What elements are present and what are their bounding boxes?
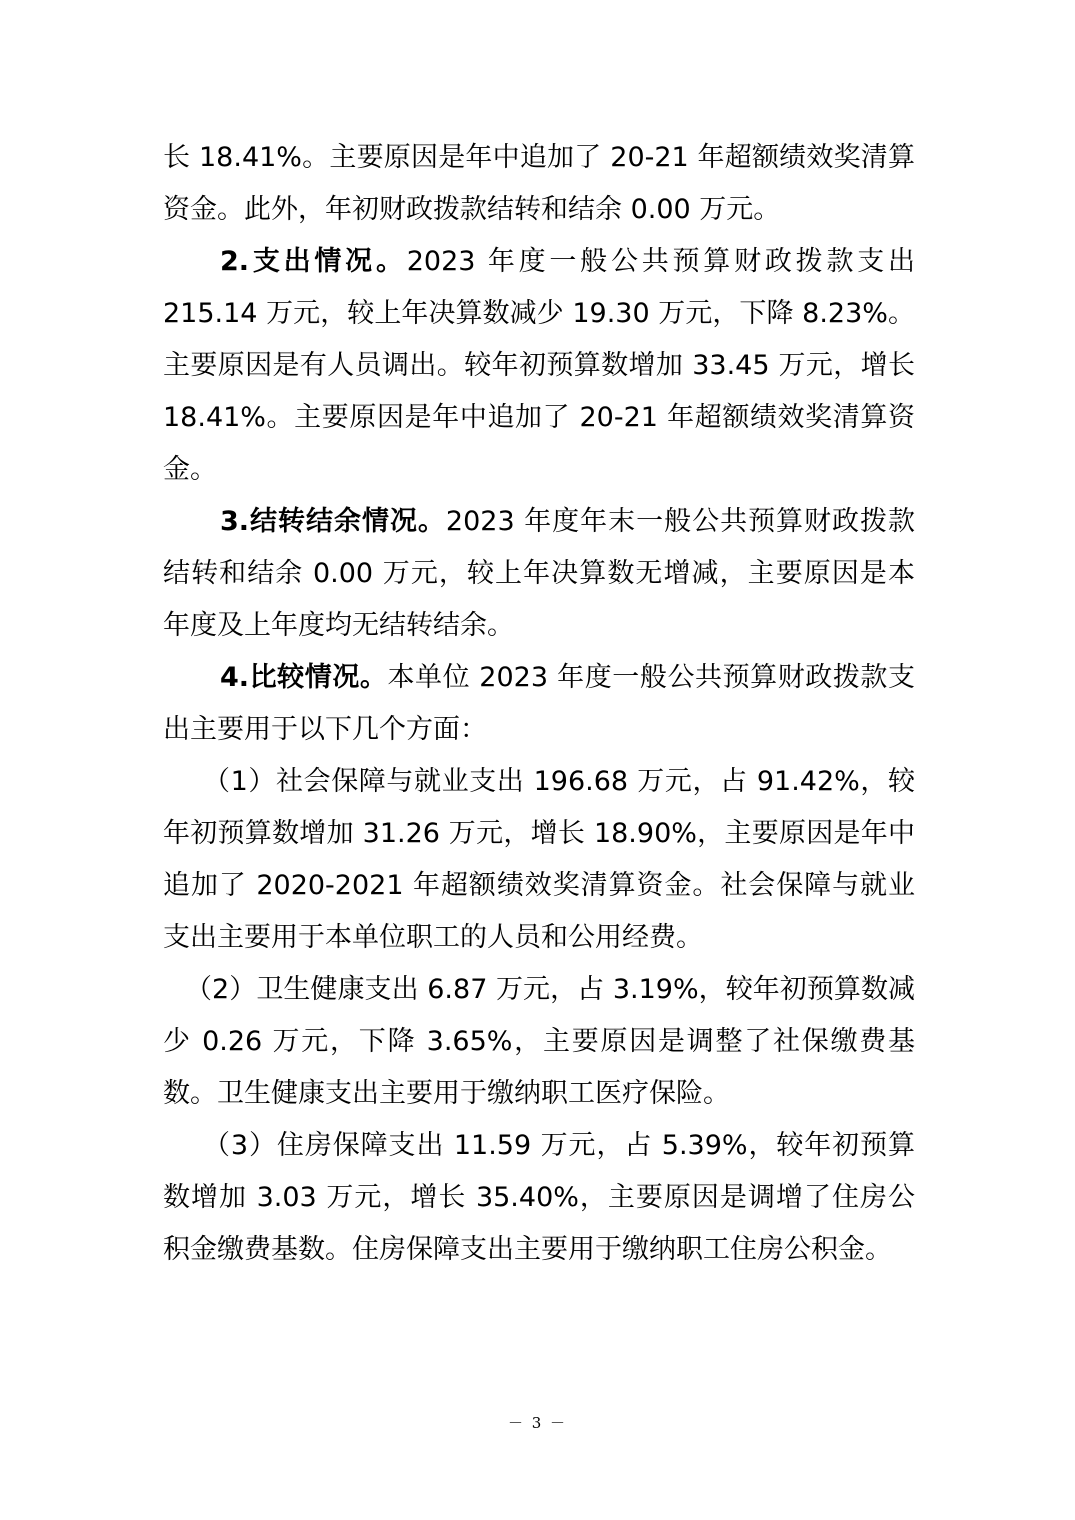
paragraph-expenditure <box>163 236 915 496</box>
paragraph-heading: 3.结转结余情况。 <box>220 506 446 537</box>
paragraph-item-housing <box>163 1120 915 1276</box>
paragraph-comparison <box>163 652 915 756</box>
page-number: － 3 － <box>507 1414 568 1432</box>
paragraph-text: （1）社会保障与就业支出 196.68 万元，占 91.42%，较年初预算数增加 31.26 万元，增长 18.90%，主要原因是年中追加了 2020-2021 年超额绩效奖清算资金。社会保障与就业支出主要用于本单位职工的人员和公用经费。 <box>163 766 915 953</box>
paragraph-heading: 4.比较情况。 <box>220 662 388 693</box>
paragraph-item-health <box>163 964 915 1120</box>
paragraph-text: （2）卫生健康支出 6.87 万元，占 3.19%，较年初预算数减少 0.26 万元，下降 3.65%，主要原因是调整了社保缴费基数。卫生健康支出主要用于缴纳职工医疗保险。 <box>163 974 915 1109</box>
paragraph-text: 长 18.41%。主要原因是年中追加了 20-21 年超额绩效奖清算资金。此外，年初财政拨款结转和结余 0.00 万元。 <box>163 142 915 225</box>
paragraph-carryover <box>163 496 915 652</box>
paragraph-text: （3）住房保障支出 11.59 万元，占 5.39%，较年初预算数增加 3.03 万元，增长 35.40%，主要原因是调增了住房公积金缴费基数。住房保障支出主要用于缴纳职工住房公积金。 <box>163 1130 915 1265</box>
paragraph-text: 本单位 2023 年度一般公共预算财政拨款支出主要用于以下几个方面： <box>163 662 915 745</box>
paragraph-item-social-security <box>163 756 915 964</box>
paragraph-text: 2023 年度年末一般公共预算财政拨款结转和结余 0.00 万元，较上年决算数无增减，主要原因是本年度及上年度均无结转结余。 <box>163 506 915 641</box>
paragraph-heading: 2.支出情况。 <box>220 246 407 277</box>
paragraph-text: 2023 年度一般公共预算财政拨款支出 215.14 万元，较上年决算数减少 19.30 万元，下降 8.23%。主要原因是有人员调出。较年初预算数增加 33.45 万元，增长 18.41%。主要原因是年中追加了 20-21 年超额绩效奖清算资金。 <box>163 246 916 485</box>
document-body <box>163 132 915 1276</box>
paragraph-continuation <box>163 132 915 236</box>
